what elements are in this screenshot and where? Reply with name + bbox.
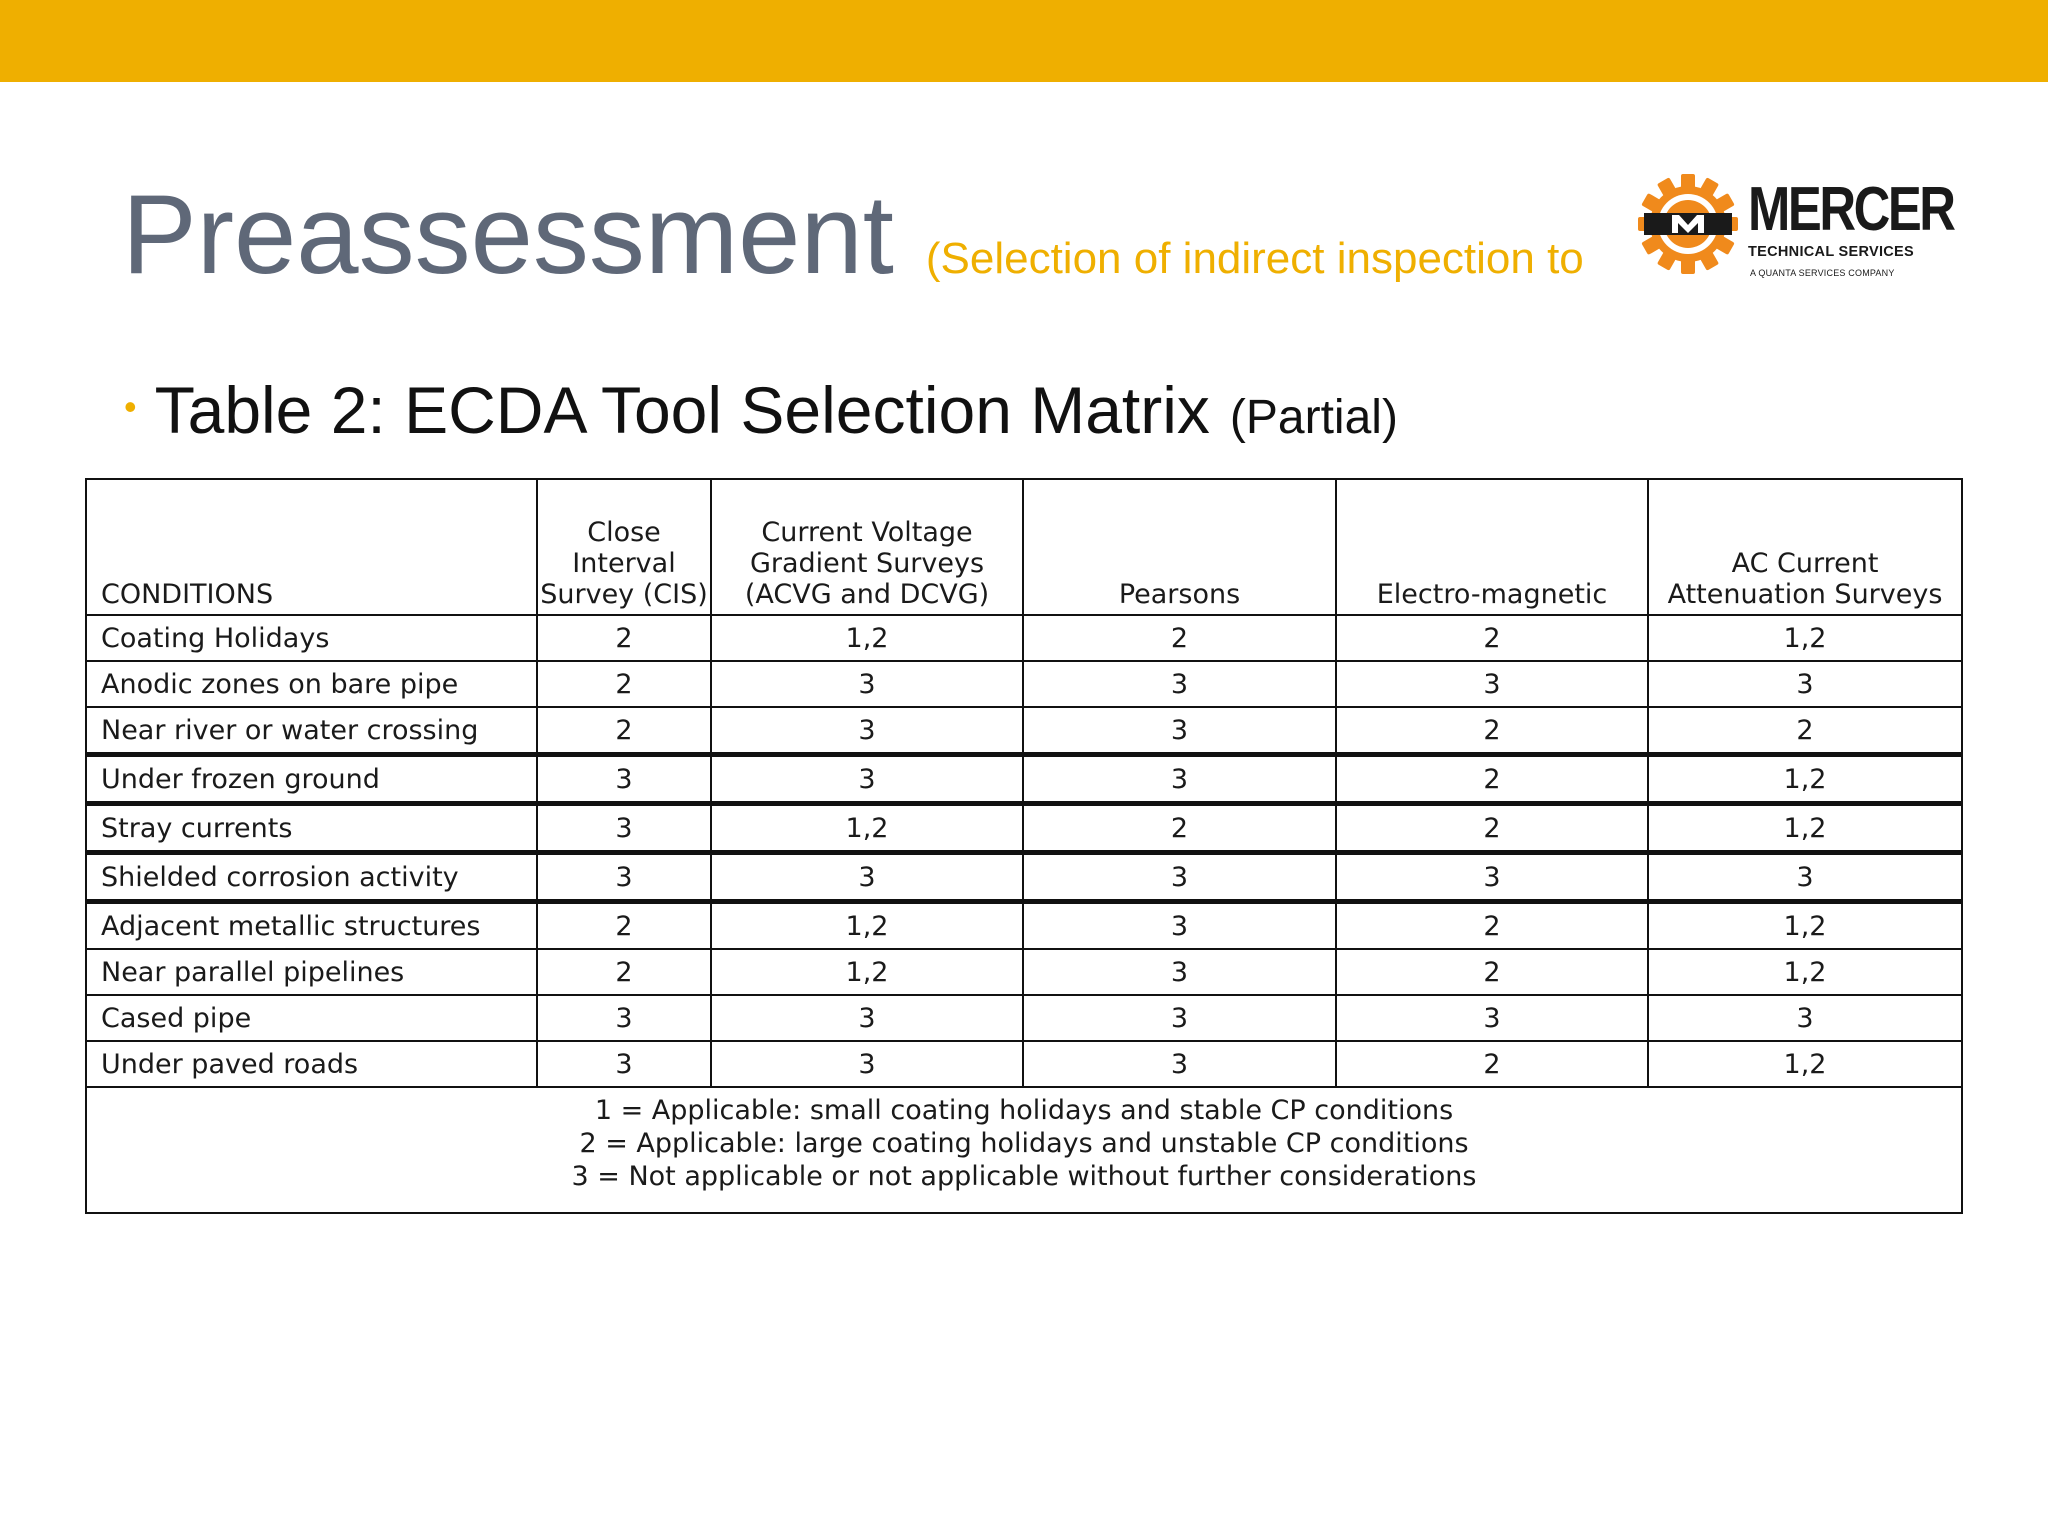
value-cell: 3 <box>711 1041 1023 1087</box>
value-cell: 1,2 <box>1648 1041 1962 1087</box>
value-cell: 3 <box>711 707 1023 755</box>
value-cell: 3 <box>537 1041 711 1087</box>
condition-cell: Under frozen ground <box>86 755 537 804</box>
value-cell: 3 <box>1648 853 1962 902</box>
gear-logo-icon <box>1636 172 1740 276</box>
value-cell: 2 <box>1336 707 1648 755</box>
slide-title-row <box>122 170 1584 300</box>
table-row <box>86 949 1962 995</box>
condition-cell: Cased pipe <box>86 995 537 1041</box>
logo-tagline: TECHNICAL SERVICES <box>1748 244 1915 260</box>
column-header: AC Current Attenuation Surveys <box>1648 479 1962 615</box>
value-cell: 1,2 <box>1648 804 1962 853</box>
value-cell: 3 <box>1648 661 1962 707</box>
company-logo <box>1636 168 1954 286</box>
value-cell: 3 <box>537 755 711 804</box>
table-row <box>86 1041 1962 1087</box>
value-cell: 3 <box>537 995 711 1041</box>
value-cell: 3 <box>711 853 1023 902</box>
ecda-tool-selection-table <box>85 478 1963 1214</box>
table-row <box>86 615 1962 661</box>
bullet-item <box>124 372 1398 448</box>
value-cell: 2 <box>1023 615 1336 661</box>
value-cell: 3 <box>1023 949 1336 995</box>
value-cell: 1,2 <box>711 902 1023 950</box>
value-cell: 3 <box>1648 995 1962 1041</box>
value-cell: 2 <box>1336 949 1648 995</box>
value-cell: 2 <box>1336 755 1648 804</box>
legend-line: 2 = Applicable: large coating holidays and unstable CP conditions <box>579 1128 1469 1159</box>
condition-cell: Near parallel pipelines <box>86 949 537 995</box>
value-cell: 2 <box>1336 902 1648 950</box>
bullet-suffix: (Partial) <box>1229 391 1398 444</box>
table-header-row <box>86 479 1962 615</box>
value-cell: 3 <box>537 853 711 902</box>
value-cell: 1,2 <box>711 615 1023 661</box>
value-cell: 3 <box>711 755 1023 804</box>
slide-subtitle: (Selection of indirect inspection to <box>925 234 1584 283</box>
condition-cell: Coating Holidays <box>86 615 537 661</box>
value-cell: 2 <box>1648 707 1962 755</box>
value-cell: 2 <box>537 615 711 661</box>
value-cell: 1,2 <box>1648 902 1962 950</box>
bullet-dot-icon: • <box>124 386 137 427</box>
top-accent-bar <box>0 0 2048 82</box>
table-row <box>86 755 1962 804</box>
condition-cell: Near river or water crossing <box>86 707 537 755</box>
value-cell: 2 <box>537 902 711 950</box>
bullet-text: Table 2: ECDA Tool Selection Matrix <box>154 373 1210 447</box>
value-cell: 3 <box>1023 902 1336 950</box>
value-cell: 3 <box>1023 1041 1336 1087</box>
table-row <box>86 902 1962 950</box>
legend-cell <box>86 1087 1962 1213</box>
column-header: Close Interval Survey (CIS) <box>537 479 711 615</box>
value-cell: 3 <box>1023 853 1336 902</box>
column-header: Current Voltage Gradient Surveys (ACVG and DCVG) <box>711 479 1023 615</box>
value-cell: 2 <box>1023 804 1336 853</box>
value-cell: 1,2 <box>711 804 1023 853</box>
value-cell: 2 <box>537 661 711 707</box>
condition-cell: Adjacent metallic structures <box>86 902 537 950</box>
value-cell: 2 <box>1336 804 1648 853</box>
logo-name: MERCER <box>1748 175 1954 244</box>
table-row <box>86 853 1962 902</box>
value-cell: 3 <box>1336 995 1648 1041</box>
column-header: Electro-magnetic <box>1336 479 1648 615</box>
table-row <box>86 804 1962 853</box>
condition-cell: Anodic zones on bare pipe <box>86 661 537 707</box>
legend-line: 3 = Not applicable or not applicable without further considerations <box>571 1161 1477 1192</box>
value-cell: 1,2 <box>1648 949 1962 995</box>
value-cell: 2 <box>1336 615 1648 661</box>
condition-cell: Under paved roads <box>86 1041 537 1087</box>
slide-title: Preassessment <box>122 172 894 297</box>
value-cell: 3 <box>1023 707 1336 755</box>
value-cell: 3 <box>1023 755 1336 804</box>
logo-wordmark <box>1748 175 1954 278</box>
column-header: CONDITIONS <box>86 479 537 615</box>
legend-row <box>86 1087 1962 1213</box>
value-cell: 2 <box>537 949 711 995</box>
legend-line: 1 = Applicable: small coating holidays and stable CP conditions <box>594 1095 1454 1126</box>
logo-parent-company: A QUANTA SERVICES COMPANY <box>1750 268 1895 278</box>
value-cell: 1,2 <box>711 949 1023 995</box>
value-cell: 3 <box>1023 661 1336 707</box>
value-cell: 2 <box>537 707 711 755</box>
value-cell: 1,2 <box>1648 615 1962 661</box>
table-row <box>86 995 1962 1041</box>
value-cell: 2 <box>1336 1041 1648 1087</box>
value-cell: 3 <box>1023 995 1336 1041</box>
value-cell: 1,2 <box>1648 755 1962 804</box>
value-cell: 3 <box>711 995 1023 1041</box>
column-header: Pearsons <box>1023 479 1336 615</box>
value-cell: 3 <box>711 661 1023 707</box>
value-cell: 3 <box>1336 853 1648 902</box>
value-cell: 3 <box>537 804 711 853</box>
condition-cell: Stray currents <box>86 804 537 853</box>
table-row <box>86 707 1962 755</box>
value-cell: 3 <box>1336 661 1648 707</box>
table-row <box>86 661 1962 707</box>
condition-cell: Shielded corrosion activity <box>86 853 537 902</box>
